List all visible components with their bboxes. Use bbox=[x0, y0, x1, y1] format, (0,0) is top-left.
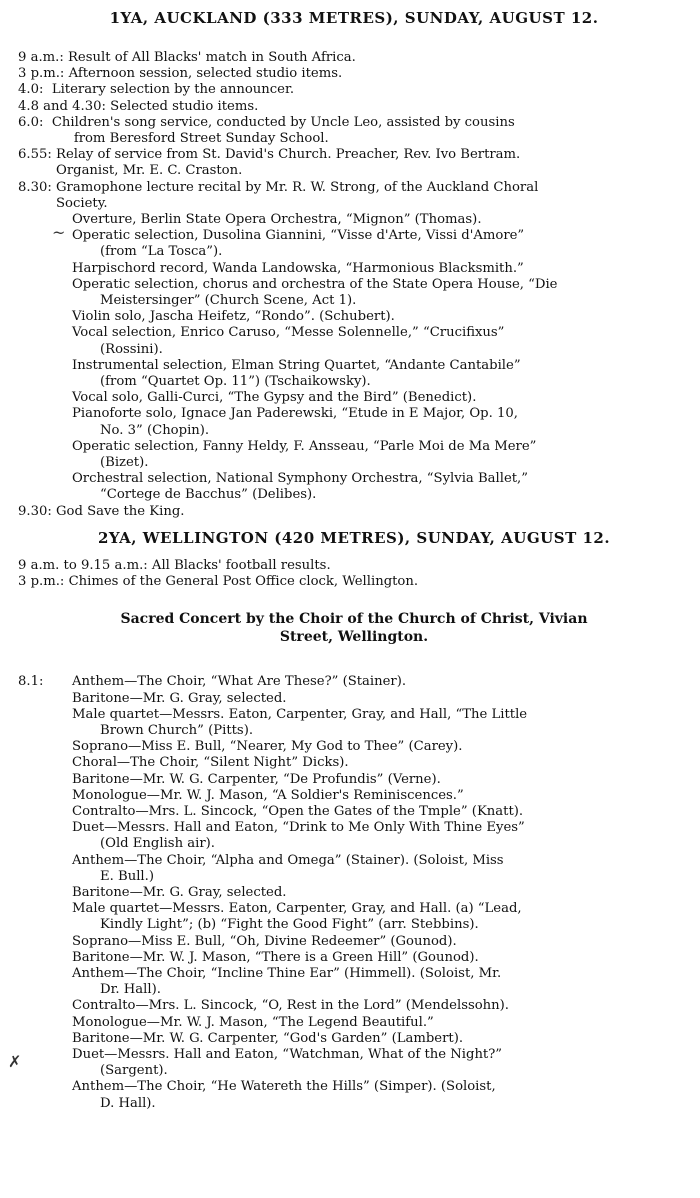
schedule-entry bbox=[18, 180, 690, 212]
entry-time: 9 a.m.: bbox=[18, 50, 64, 65]
program-item: Male quartet—Messrs. Eaton, Carpenter, Gray, and Hall. (a) “Lead, Kindly Light”; (b) “Fight the Good Fight” (arr. Stebbins). bbox=[72, 901, 522, 933]
program-item: Baritone—Mr. G. Gray, selected. bbox=[72, 884, 287, 900]
program-item: Vocal selection, Enrico Caruso, “Messe Solennelle,” “Crucifixus” (Rossini). bbox=[72, 325, 505, 357]
program-item: Male quartet—Messrs. Eaton, Carpenter, Gray, and Hall, “The Little Brown Church” (Pitts). bbox=[72, 706, 528, 738]
schedule-entry bbox=[18, 147, 690, 179]
entry-time: 8.1: bbox=[18, 674, 44, 690]
wellington-heading: 2YA, WELLINGTON (420 METRES), SUNDAY, AUGUST 12. bbox=[97, 528, 611, 547]
program-item: Vocal solo, Galli-Curci, “The Gypsy and the Bird” (Benedict). bbox=[72, 390, 477, 406]
program-item: Operatic selection, Fanny Heldy, F. Ansseau, “Parle Moi de Ma Mere” (Bizet). bbox=[72, 438, 537, 471]
schedule-entry bbox=[18, 504, 690, 520]
entry-text: God Save the King. bbox=[56, 503, 185, 519]
program-item: Orchestral selection, National Symphony Orchestra, “Sylvia Ballet,” “Cortege de Bacchus” (Delibes). bbox=[72, 471, 528, 503]
entry-time: 9 a.m. to 9.15 a.m.: bbox=[18, 557, 148, 573]
program-item: Operatic selection, Dusolina Giannini, “Visse d'Arte, Vissi d'Amore” (from “La Tosca”). bbox=[72, 228, 525, 260]
entry-continuation: from Beresford Street Sunday School. bbox=[73, 131, 329, 147]
schedule-entry bbox=[18, 66, 690, 82]
entry-time: 4.0: bbox=[18, 82, 44, 98]
pencil-mark-icon: ~ bbox=[52, 223, 66, 242]
entry-continuation: Organist, Mr. E. C. Craston. bbox=[56, 163, 243, 179]
program-item: Instrumental selection, Elman String Quartet, “Andante Cantabile” (from “Quartet Op. 11”) (Tschaikowsky). bbox=[72, 357, 521, 390]
program-item: Pianoforte solo, Ignace Jan Paderewski, “Etude in E Major, Op. 10, No. 3” (Chopin). bbox=[72, 406, 518, 438]
entry-text: Chimes of the General Post Office clock, Wellington. bbox=[68, 574, 419, 590]
ink-mark-icon: ✗ bbox=[8, 1052, 22, 1071]
program-item: Soprano—Miss E. Bull, “Oh, Divine Redeemer” (Gounod). bbox=[72, 933, 457, 949]
auckland-heading: 1YA, AUCKLAND (333 METRES), SUNDAY, AUGUST 12. bbox=[109, 9, 599, 27]
program-item: Soprano—Miss E. Bull, “Nearer, My God to Thee” (Carey). bbox=[72, 739, 463, 755]
concert-title bbox=[58, 610, 650, 646]
entry-text: Selected studio items. bbox=[110, 98, 259, 114]
concert-entry bbox=[18, 674, 690, 690]
entry-text: Afternoon session, selected studio items. bbox=[68, 66, 343, 82]
program-item: Baritone—Mr. G. Gray, selected. bbox=[72, 690, 287, 706]
program-item: Baritone—Mr. W. J. Mason, “There is a Green Hill” (Gounod). bbox=[72, 949, 479, 965]
program-item: Operatic selection, chorus and orchestra of the State Opera House, “Die Meistersinger” (Church Scene, Act 1). bbox=[72, 276, 558, 309]
schedule-entry bbox=[18, 115, 690, 147]
program-item: Duet—Messrs. Hall and Eaton, “Drink to Me Only With Thine Eyes” (Old English air). bbox=[72, 820, 525, 852]
program-item: Contralto—Mrs. L. Sincock, “O, Rest in the Lord” (Mendelssohn). bbox=[72, 998, 509, 1014]
concert-title-line: Sacred Concert by the Choir of the Church of Christ, Vivian bbox=[120, 611, 588, 628]
program-item: Duet—Messrs. Hall and Eaton, “Watchman, What of the Night?” (Sargent). bbox=[72, 1046, 503, 1079]
program-item: Baritone—Mr. W. G. Carpenter, “God's Garden” (Lambert). bbox=[72, 1030, 464, 1046]
gramophone-program bbox=[18, 212, 690, 504]
entry-time: 6.55: bbox=[18, 147, 52, 163]
wellington-schedule bbox=[18, 558, 690, 590]
program-item: Anthem—The Choir, “Incline Thine Ear” (Himmell). (Soloist, Mr. Dr. Hall). bbox=[72, 965, 502, 998]
schedule-entry bbox=[18, 558, 690, 574]
program-item: Overture, Berlin State Opera Orchestra, “Mignon” (Thomas). bbox=[72, 212, 482, 228]
entry-text: Gramophone lecture recital by Mr. R. W. Strong, of the Auckland Choral bbox=[56, 179, 539, 195]
entry-text: Relay of service from St. David's Church. Preacher, Rev. Ivo Bertram. bbox=[56, 147, 521, 163]
entry-time: 3 p.m.: bbox=[18, 574, 65, 590]
entry-time: 4.8 and 4.30: bbox=[18, 98, 106, 114]
entry-time: 3 p.m.: bbox=[18, 66, 65, 82]
entry-time: 9.30: bbox=[18, 503, 52, 519]
concert-first-item: Anthem—The Choir, “What Are These?” (Stainer). bbox=[72, 674, 407, 690]
schedule-entry bbox=[18, 574, 690, 590]
schedule-entry bbox=[18, 82, 690, 98]
entry-text: All Blacks' football results. bbox=[151, 557, 331, 573]
entry-text: Result of All Blacks' match in South Africa. bbox=[67, 50, 356, 65]
entry-time: 6.0: bbox=[18, 114, 44, 130]
concert-title-line: Street, Wellington. bbox=[279, 629, 429, 646]
schedule-entry bbox=[18, 50, 690, 66]
entry-text: Children's song service, conducted by Uncle Leo, assisted by cousins bbox=[51, 114, 515, 130]
entry-text: Literary selection by the announcer. bbox=[51, 82, 295, 98]
entry-continuation: Society. bbox=[56, 195, 108, 211]
program-item: Violin solo, Jascha Heifetz, “Rondo”. (Schubert). bbox=[72, 309, 395, 325]
program-item: Anthem—The Choir, “He Watereth the Hills” (Simper). (Soloist, D. Hall). bbox=[72, 1079, 496, 1111]
concert-program bbox=[18, 691, 690, 1112]
entry-time: 8.30: bbox=[18, 179, 52, 195]
program-item: Harpischord record, Wanda Landowska, “Harmonious Blacksmith.” bbox=[72, 260, 524, 276]
program-item: Baritone—Mr. W. G. Carpenter, “De Profundis” (Verne). bbox=[72, 771, 441, 787]
program-item: Monologue—Mr. W. J. Mason, “A Soldier's Reminiscences.” bbox=[72, 787, 464, 803]
program-item: Anthem—The Choir, “Alpha and Omega” (Stainer). (Soloist, Miss E. Bull.) bbox=[72, 852, 504, 884]
program-item: Monologue—Mr. W. J. Mason, “The Legend Beautiful.” bbox=[72, 1014, 434, 1030]
program-item: Choral—The Choir, “Silent Night” Dicks). bbox=[72, 755, 349, 771]
auckland-schedule bbox=[18, 50, 690, 212]
program-item: Contralto—Mrs. L. Sincock, “Open the Gates of the Tmple” (Knatt). bbox=[72, 803, 524, 819]
schedule-entry bbox=[18, 99, 690, 115]
